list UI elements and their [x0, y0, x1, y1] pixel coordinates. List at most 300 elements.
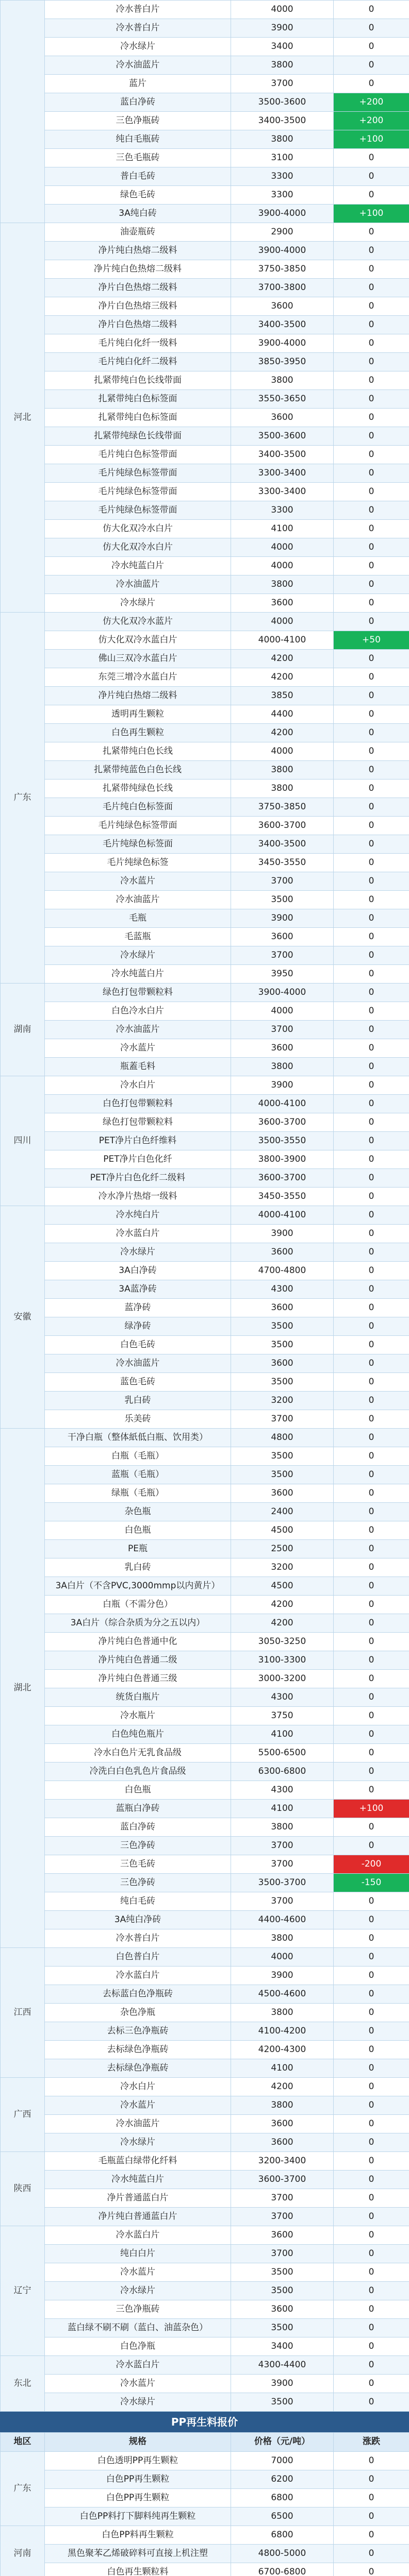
- price-cell: 3600: [231, 2133, 334, 2152]
- price-cell: 3900-4000: [231, 984, 334, 1002]
- product-name-cell: 毛片纯绿色标签带面: [45, 817, 231, 835]
- table-row: [1, 1596, 409, 1614]
- product-name-cell: 冷水绿片: [45, 2133, 231, 2152]
- table-row: [1, 1317, 409, 1336]
- table-row: [1, 2356, 409, 2375]
- change-cell: 0: [334, 557, 409, 575]
- table-row: [1, 650, 409, 668]
- change-cell: 0: [334, 2208, 409, 2226]
- table-row: [1, 483, 409, 501]
- price-cell: 3900-4000: [231, 205, 334, 223]
- region-cell: 河北: [1, 223, 45, 613]
- table-row: [1, 2489, 409, 2507]
- price-cell: 3050-3250: [231, 1633, 334, 1651]
- table-row: [1, 1781, 409, 1800]
- change-cell: 0: [334, 1985, 409, 2004]
- price-cell: 3300: [231, 186, 334, 205]
- table-row: [1, 1466, 409, 1484]
- change-cell: 0: [334, 2245, 409, 2263]
- change-cell: 0: [334, 1429, 409, 1447]
- change-cell: 0: [334, 538, 409, 557]
- header-name: 规格: [45, 2433, 231, 2452]
- product-name-cell: 毛蓝瓶: [45, 928, 231, 946]
- product-name-cell: 干净白瓶（整体紙低白瓶、饮用类）: [45, 1429, 231, 1447]
- change-cell: +50: [334, 631, 409, 650]
- table-row: [1, 1670, 409, 1688]
- table-row: [1, 761, 409, 779]
- product-name-cell: 净片纯白色普通三级: [45, 1670, 231, 1688]
- price-cell: 3700: [231, 1021, 334, 1039]
- price-cell: 3750-3850: [231, 260, 334, 279]
- price-cell: 3950: [231, 965, 334, 984]
- table-row: [1, 1299, 409, 1317]
- change-cell: 0: [334, 1577, 409, 1596]
- product-name-cell: 白色纯色瓶片: [45, 1725, 231, 1744]
- price-cell: 3700: [231, 2208, 334, 2226]
- price-cell: 3300: [231, 501, 334, 520]
- table-row: [1, 1762, 409, 1781]
- product-name-cell: 白瓶（不需分色）: [45, 1596, 231, 1614]
- change-cell: 0: [334, 1688, 409, 1707]
- price-cell: 3450-3550: [231, 1188, 334, 1206]
- table-row: [1, 705, 409, 724]
- table-row: [1, 1169, 409, 1188]
- table-row: [1, 854, 409, 872]
- table-row: [1, 2133, 409, 2152]
- table-row: [1, 112, 409, 130]
- change-cell: 0: [334, 742, 409, 761]
- product-name-cell: 冷水纯蓝白片: [45, 2171, 231, 2189]
- table-row: [1, 2096, 409, 2115]
- table-row: [1, 279, 409, 297]
- table-row: [1, 817, 409, 835]
- table-row: [1, 1058, 409, 1076]
- product-name-cell: 去标蓝白色净瓶砖: [45, 1985, 231, 2004]
- price-cell: 3500: [231, 1466, 334, 1484]
- region-cell: 湖南: [1, 984, 45, 1076]
- change-cell: -200: [334, 1855, 409, 1874]
- table-row: [1, 1837, 409, 1855]
- table-row: [1, 2171, 409, 2189]
- product-name-cell: 绿色打包带颗粒料: [45, 1113, 231, 1132]
- price-cell: 4000: [231, 613, 334, 631]
- header-region: 地区: [1, 2433, 45, 2452]
- change-cell: 0: [334, 353, 409, 371]
- price-cell: 3300-3400: [231, 483, 334, 501]
- table-row: [1, 93, 409, 112]
- table-row: [1, 1410, 409, 1429]
- table-row: [1, 223, 409, 242]
- price-cell: 4000-4100: [231, 1095, 334, 1113]
- table-row: [1, 1, 409, 19]
- change-cell: 0: [334, 19, 409, 38]
- product-name-cell: 3A蓝净砖: [45, 1280, 231, 1299]
- price-cell: 4500-4600: [231, 1985, 334, 2004]
- table-row: [1, 1243, 409, 1262]
- table-row: [1, 390, 409, 409]
- change-cell: 0: [334, 798, 409, 817]
- price-cell: 6800: [231, 2526, 334, 2545]
- price-cell: 4400-4600: [231, 1911, 334, 1929]
- product-name-cell: 冷水普白片: [45, 1, 231, 19]
- table-row: [1, 779, 409, 798]
- price-cell: 3750-3850: [231, 798, 334, 817]
- product-name-cell: 冷水白色片无乳食品级: [45, 1744, 231, 1762]
- product-name-cell: 三色净瓶砖: [45, 2300, 231, 2319]
- change-cell: 0: [334, 668, 409, 687]
- change-cell: -150: [334, 1874, 409, 1892]
- table-row: [1, 371, 409, 390]
- price-cell: 3100: [231, 149, 334, 167]
- product-name-cell: 冷水绿片: [45, 1243, 231, 1262]
- product-name-cell: 纯白白片: [45, 2245, 231, 2263]
- table-row: [1, 1725, 409, 1744]
- table-row: [1, 2470, 409, 2489]
- change-cell: 0: [334, 371, 409, 390]
- region-cell: 河南: [1, 2526, 45, 2576]
- price-cell: 3600: [231, 2300, 334, 2319]
- table-row: [1, 2263, 409, 2282]
- product-name-cell: 冷水蓝白片: [45, 1225, 231, 1243]
- product-name-cell: 蓝白绿不刷不刷（蓝白、油蓝杂色）: [45, 2319, 231, 2337]
- product-name-cell: 冷水白片: [45, 2078, 231, 2096]
- price-cell: 3600: [231, 297, 334, 316]
- price-cell: 4100: [231, 520, 334, 538]
- change-cell: 0: [334, 1225, 409, 1243]
- change-cell: 0: [334, 483, 409, 501]
- change-cell: 0: [334, 2022, 409, 2041]
- change-cell: 0: [334, 705, 409, 724]
- product-name-cell: 纯白毛砖: [45, 1892, 231, 1911]
- product-name-cell: 冷水纯蓝白片: [45, 965, 231, 984]
- change-cell: 0: [334, 2041, 409, 2059]
- price-cell: 4200: [231, 2078, 334, 2096]
- price-cell: 4200: [231, 650, 334, 668]
- table-row: [1, 2226, 409, 2245]
- table-row: [1, 594, 409, 613]
- price-cell: 4200: [231, 1596, 334, 1614]
- table-row: [1, 2452, 409, 2470]
- table-row: [1, 928, 409, 946]
- product-name-cell: PET净片白色纤维料: [45, 1132, 231, 1150]
- table-row: [1, 464, 409, 483]
- change-cell: 0: [334, 1762, 409, 1781]
- region-cell: 东北: [1, 2356, 45, 2412]
- table-row: [1, 1039, 409, 1058]
- product-name-cell: 冷水蓝白片: [45, 2356, 231, 2375]
- product-name-cell: 白色透明PP再生颗粒: [45, 2452, 231, 2470]
- product-name-cell: 净片纯白色普通二级: [45, 1651, 231, 1670]
- change-cell: 0: [334, 1781, 409, 1800]
- change-cell: 0: [334, 594, 409, 613]
- table-row: [1, 798, 409, 817]
- change-cell: 0: [334, 2319, 409, 2337]
- price-cell: 4500: [231, 1577, 334, 1596]
- price-cell: 2400: [231, 1503, 334, 1521]
- change-cell: 0: [334, 2375, 409, 2393]
- change-cell: 0: [334, 854, 409, 872]
- change-cell: 0: [334, 1002, 409, 1021]
- region-cell: [1, 1, 45, 223]
- change-cell: 0: [334, 650, 409, 668]
- product-name-cell: 毛瓶蓝白绿带化纤料: [45, 2152, 231, 2171]
- price-cell: 3700: [231, 1855, 334, 1874]
- price-cell: 3500-3700: [231, 1874, 334, 1892]
- price-cell: 3700: [231, 2245, 334, 2263]
- price-cell: 3800-3900: [231, 1150, 334, 1169]
- change-cell: 0: [334, 186, 409, 205]
- change-cell: 0: [334, 1707, 409, 1725]
- price-cell: 3900: [231, 1076, 334, 1095]
- price-cell: 4000: [231, 742, 334, 761]
- region-cell: 广西: [1, 2078, 45, 2152]
- price-cell: 3800: [231, 1929, 334, 1948]
- product-name-cell: 冷水蓝片: [45, 1039, 231, 1058]
- price-cell: 4200: [231, 668, 334, 687]
- table-row: [1, 1076, 409, 1095]
- change-cell: 0: [334, 817, 409, 835]
- price-cell: 3700: [231, 2189, 334, 2208]
- price-cell: 4000: [231, 1, 334, 19]
- change-cell: 0: [334, 2337, 409, 2356]
- product-name-cell: 冷水绿片: [45, 38, 231, 56]
- product-name-cell: 冷水油蓝片: [45, 1354, 231, 1373]
- change-cell: +100: [334, 130, 409, 149]
- table-row: [1, 2245, 409, 2263]
- change-cell: 0: [334, 1410, 409, 1429]
- product-name-cell: 蓝白净砖: [45, 1818, 231, 1837]
- price-cell: 3500: [231, 2393, 334, 2412]
- change-cell: 0: [334, 1633, 409, 1651]
- table-row: [1, 353, 409, 371]
- product-name-cell: 白色再生颗粒: [45, 724, 231, 742]
- change-cell: 0: [334, 56, 409, 75]
- product-name-cell: 净片纯白色普通中化: [45, 1633, 231, 1651]
- table-row: [1, 2319, 409, 2337]
- product-name-cell: 白色打包带颗粒料: [45, 1095, 231, 1113]
- price-cell: 3900: [231, 1225, 334, 1243]
- table-row: [1, 1113, 409, 1132]
- table-row: [1, 1002, 409, 1021]
- table-row: [1, 631, 409, 650]
- table-row: [1, 2545, 409, 2563]
- table-row: [1, 1855, 409, 1874]
- change-cell: 0: [334, 2096, 409, 2115]
- table-row: [1, 75, 409, 93]
- change-cell: 0: [334, 2115, 409, 2133]
- price-cell: 3500: [231, 1447, 334, 1466]
- change-cell: 0: [334, 2263, 409, 2282]
- change-cell: 0: [334, 1466, 409, 1484]
- change-cell: 0: [334, 1039, 409, 1058]
- product-name-cell: 冷水绿片: [45, 946, 231, 965]
- table-row: [1, 2152, 409, 2171]
- product-name-cell: 乐美砖: [45, 1410, 231, 1429]
- product-name-cell: PET净片白色化纤: [45, 1150, 231, 1169]
- table-row: [1, 965, 409, 984]
- change-cell: 0: [334, 1188, 409, 1206]
- product-name-cell: 冷水油蓝片: [45, 2115, 231, 2133]
- product-name-cell: 绿色毛砖: [45, 186, 231, 205]
- price-cell: 3400-3500: [231, 112, 334, 130]
- change-cell: 0: [334, 2133, 409, 2152]
- price-cell: 3100-3300: [231, 1651, 334, 1670]
- change-cell: 0: [334, 946, 409, 965]
- price-cell: 4100: [231, 1725, 334, 1744]
- product-name-cell: 白色瓶: [45, 1781, 231, 1800]
- price-cell: 3900-4000: [231, 242, 334, 260]
- table-row: [1, 1484, 409, 1503]
- price-cell: 3700: [231, 1837, 334, 1855]
- price-cell: 4200: [231, 1614, 334, 1633]
- change-cell: 0: [334, 687, 409, 705]
- change-cell: 0: [334, 575, 409, 594]
- price-cell: 3800: [231, 56, 334, 75]
- price-cell: 3500-3600: [231, 427, 334, 446]
- price-cell: 3900: [231, 19, 334, 38]
- product-name-cell: 3A白片（综合杂质为分之五以内）: [45, 1614, 231, 1633]
- price-cell: 6200: [231, 2470, 334, 2489]
- pp-table-body: [1, 2452, 409, 2576]
- change-cell: 0: [334, 149, 409, 167]
- product-name-cell: 冷水绿片: [45, 2282, 231, 2300]
- product-name-cell: 冷洗白白色乳色片食品级: [45, 1762, 231, 1781]
- product-name-cell: 去标绿色净瓶砖: [45, 2059, 231, 2078]
- change-cell: 0: [334, 1113, 409, 1132]
- product-name-cell: 3A白片（不含PVC,3000mmp以内黄片）: [45, 1577, 231, 1596]
- table-row: [1, 613, 409, 631]
- product-name-cell: 冷水纯白片: [45, 1206, 231, 1225]
- price-cell: 3200-3400: [231, 2152, 334, 2171]
- product-name-cell: 蓝片: [45, 75, 231, 93]
- table-row: [1, 1354, 409, 1373]
- table-row: [1, 891, 409, 909]
- product-name-cell: PE瓶: [45, 1540, 231, 1558]
- region-cell: 广东: [1, 2452, 45, 2526]
- product-name-cell: 乳白砖: [45, 1392, 231, 1410]
- product-name-cell: 三色净砖: [45, 1837, 231, 1855]
- price-cell: 6700-6800: [231, 2563, 334, 2576]
- table-row: [1, 1095, 409, 1113]
- product-name-cell: 三色毛砖: [45, 1855, 231, 1874]
- change-cell: 0: [334, 1540, 409, 1558]
- price-cell: 3500: [231, 1336, 334, 1354]
- change-cell: 0: [334, 520, 409, 538]
- product-name-cell: 白色PP再生颗粒: [45, 2489, 231, 2507]
- change-cell: 0: [334, 1392, 409, 1410]
- product-name-cell: 白色PP料再生颗粒: [45, 2526, 231, 2545]
- product-name-cell: 净片纯白色热熔二级料: [45, 260, 231, 279]
- change-cell: 0: [334, 1596, 409, 1614]
- table-row: [1, 946, 409, 965]
- table-row: [1, 2507, 409, 2526]
- table-row: [1, 1707, 409, 1725]
- table-row: [1, 1892, 409, 1911]
- price-cell: 3600-3700: [231, 1169, 334, 1188]
- table-row: [1, 1132, 409, 1150]
- product-name-cell: 扎紧带纯绿色长线: [45, 779, 231, 798]
- change-cell: 0: [334, 965, 409, 984]
- table-row: [1, 242, 409, 260]
- table-row: [1, 1911, 409, 1929]
- change-cell: 0: [334, 2226, 409, 2245]
- price-cell: 4100: [231, 1800, 334, 1818]
- table-row: [1, 2393, 409, 2412]
- price-cell: 4800-5000: [231, 2545, 334, 2563]
- pp-price-table: [0, 2432, 409, 2576]
- change-cell: 0: [334, 2393, 409, 2412]
- product-name-cell: 毛片纯白化纤一级料: [45, 334, 231, 353]
- table-row: [1, 1521, 409, 1540]
- product-name-cell: 东莞三增冷水蓝白片: [45, 668, 231, 687]
- product-name-cell: 净片白色热熔二级料: [45, 316, 231, 334]
- table-row: [1, 2078, 409, 2096]
- price-cell: 3500-3600: [231, 93, 334, 112]
- price-cell: 4000: [231, 1948, 334, 1967]
- product-name-cell: 白色冷水白片: [45, 1002, 231, 1021]
- table-row: [1, 520, 409, 538]
- product-name-cell: 冷水油蓝片: [45, 891, 231, 909]
- table-row: [1, 130, 409, 149]
- table-row: [1, 2526, 409, 2545]
- price-cell: 3500: [231, 2319, 334, 2337]
- price-cell: 4200-4300: [231, 2041, 334, 2059]
- change-cell: 0: [334, 1373, 409, 1392]
- price-cell: 3800: [231, 371, 334, 390]
- change-cell: 0: [334, 1299, 409, 1317]
- product-name-cell: 纯白毛瓶砖: [45, 130, 231, 149]
- price-cell: 4300: [231, 1688, 334, 1707]
- product-name-cell: 毛瓶: [45, 909, 231, 928]
- table-row: [1, 1948, 409, 1967]
- product-name-cell: 白色PP再生颗粒: [45, 2470, 231, 2489]
- region-cell: 陕西: [1, 2152, 45, 2226]
- price-cell: 3500: [231, 2282, 334, 2300]
- table-row: [1, 2115, 409, 2133]
- product-name-cell: 白色净瓶: [45, 2337, 231, 2356]
- product-name-cell: 杂色瓶: [45, 1503, 231, 1521]
- price-cell: 3600-3700: [231, 2171, 334, 2189]
- price-cell: 3500: [231, 2263, 334, 2282]
- price-cell: 3500: [231, 1317, 334, 1336]
- table-row: [1, 835, 409, 854]
- table-row: [1, 2208, 409, 2226]
- price-cell: 3500: [231, 1373, 334, 1392]
- change-cell: 0: [334, 1892, 409, 1911]
- change-cell: 0: [334, 75, 409, 93]
- region-cell: 广东: [1, 613, 45, 984]
- product-name-cell: 毛片纯绿色标签带面: [45, 501, 231, 520]
- table-row: [1, 1818, 409, 1837]
- header-change: 涨跌: [334, 2433, 409, 2452]
- price-cell: 4000: [231, 538, 334, 557]
- price-cell: 4100: [231, 2059, 334, 2078]
- price-cell: 3700-3800: [231, 279, 334, 297]
- price-cell: 3400: [231, 2337, 334, 2356]
- product-name-cell: 冷水蓝片: [45, 2263, 231, 2282]
- price-cell: 3750: [231, 1707, 334, 1725]
- product-name-cell: 去标三色净瓶砖: [45, 2022, 231, 2041]
- price-cell: 3600: [231, 1484, 334, 1503]
- table-row: [1, 1280, 409, 1299]
- change-cell: 0: [334, 1206, 409, 1225]
- price-cell: 3450-3550: [231, 854, 334, 872]
- table-row: [1, 984, 409, 1002]
- product-name-cell: 黑色聚苯乙烯破碎料可直接上机注塑: [45, 2545, 231, 2563]
- table-row: [1, 2004, 409, 2022]
- product-name-cell: 冷水油蓝片: [45, 1021, 231, 1039]
- product-name-cell: 扎紧带纯白色长线: [45, 742, 231, 761]
